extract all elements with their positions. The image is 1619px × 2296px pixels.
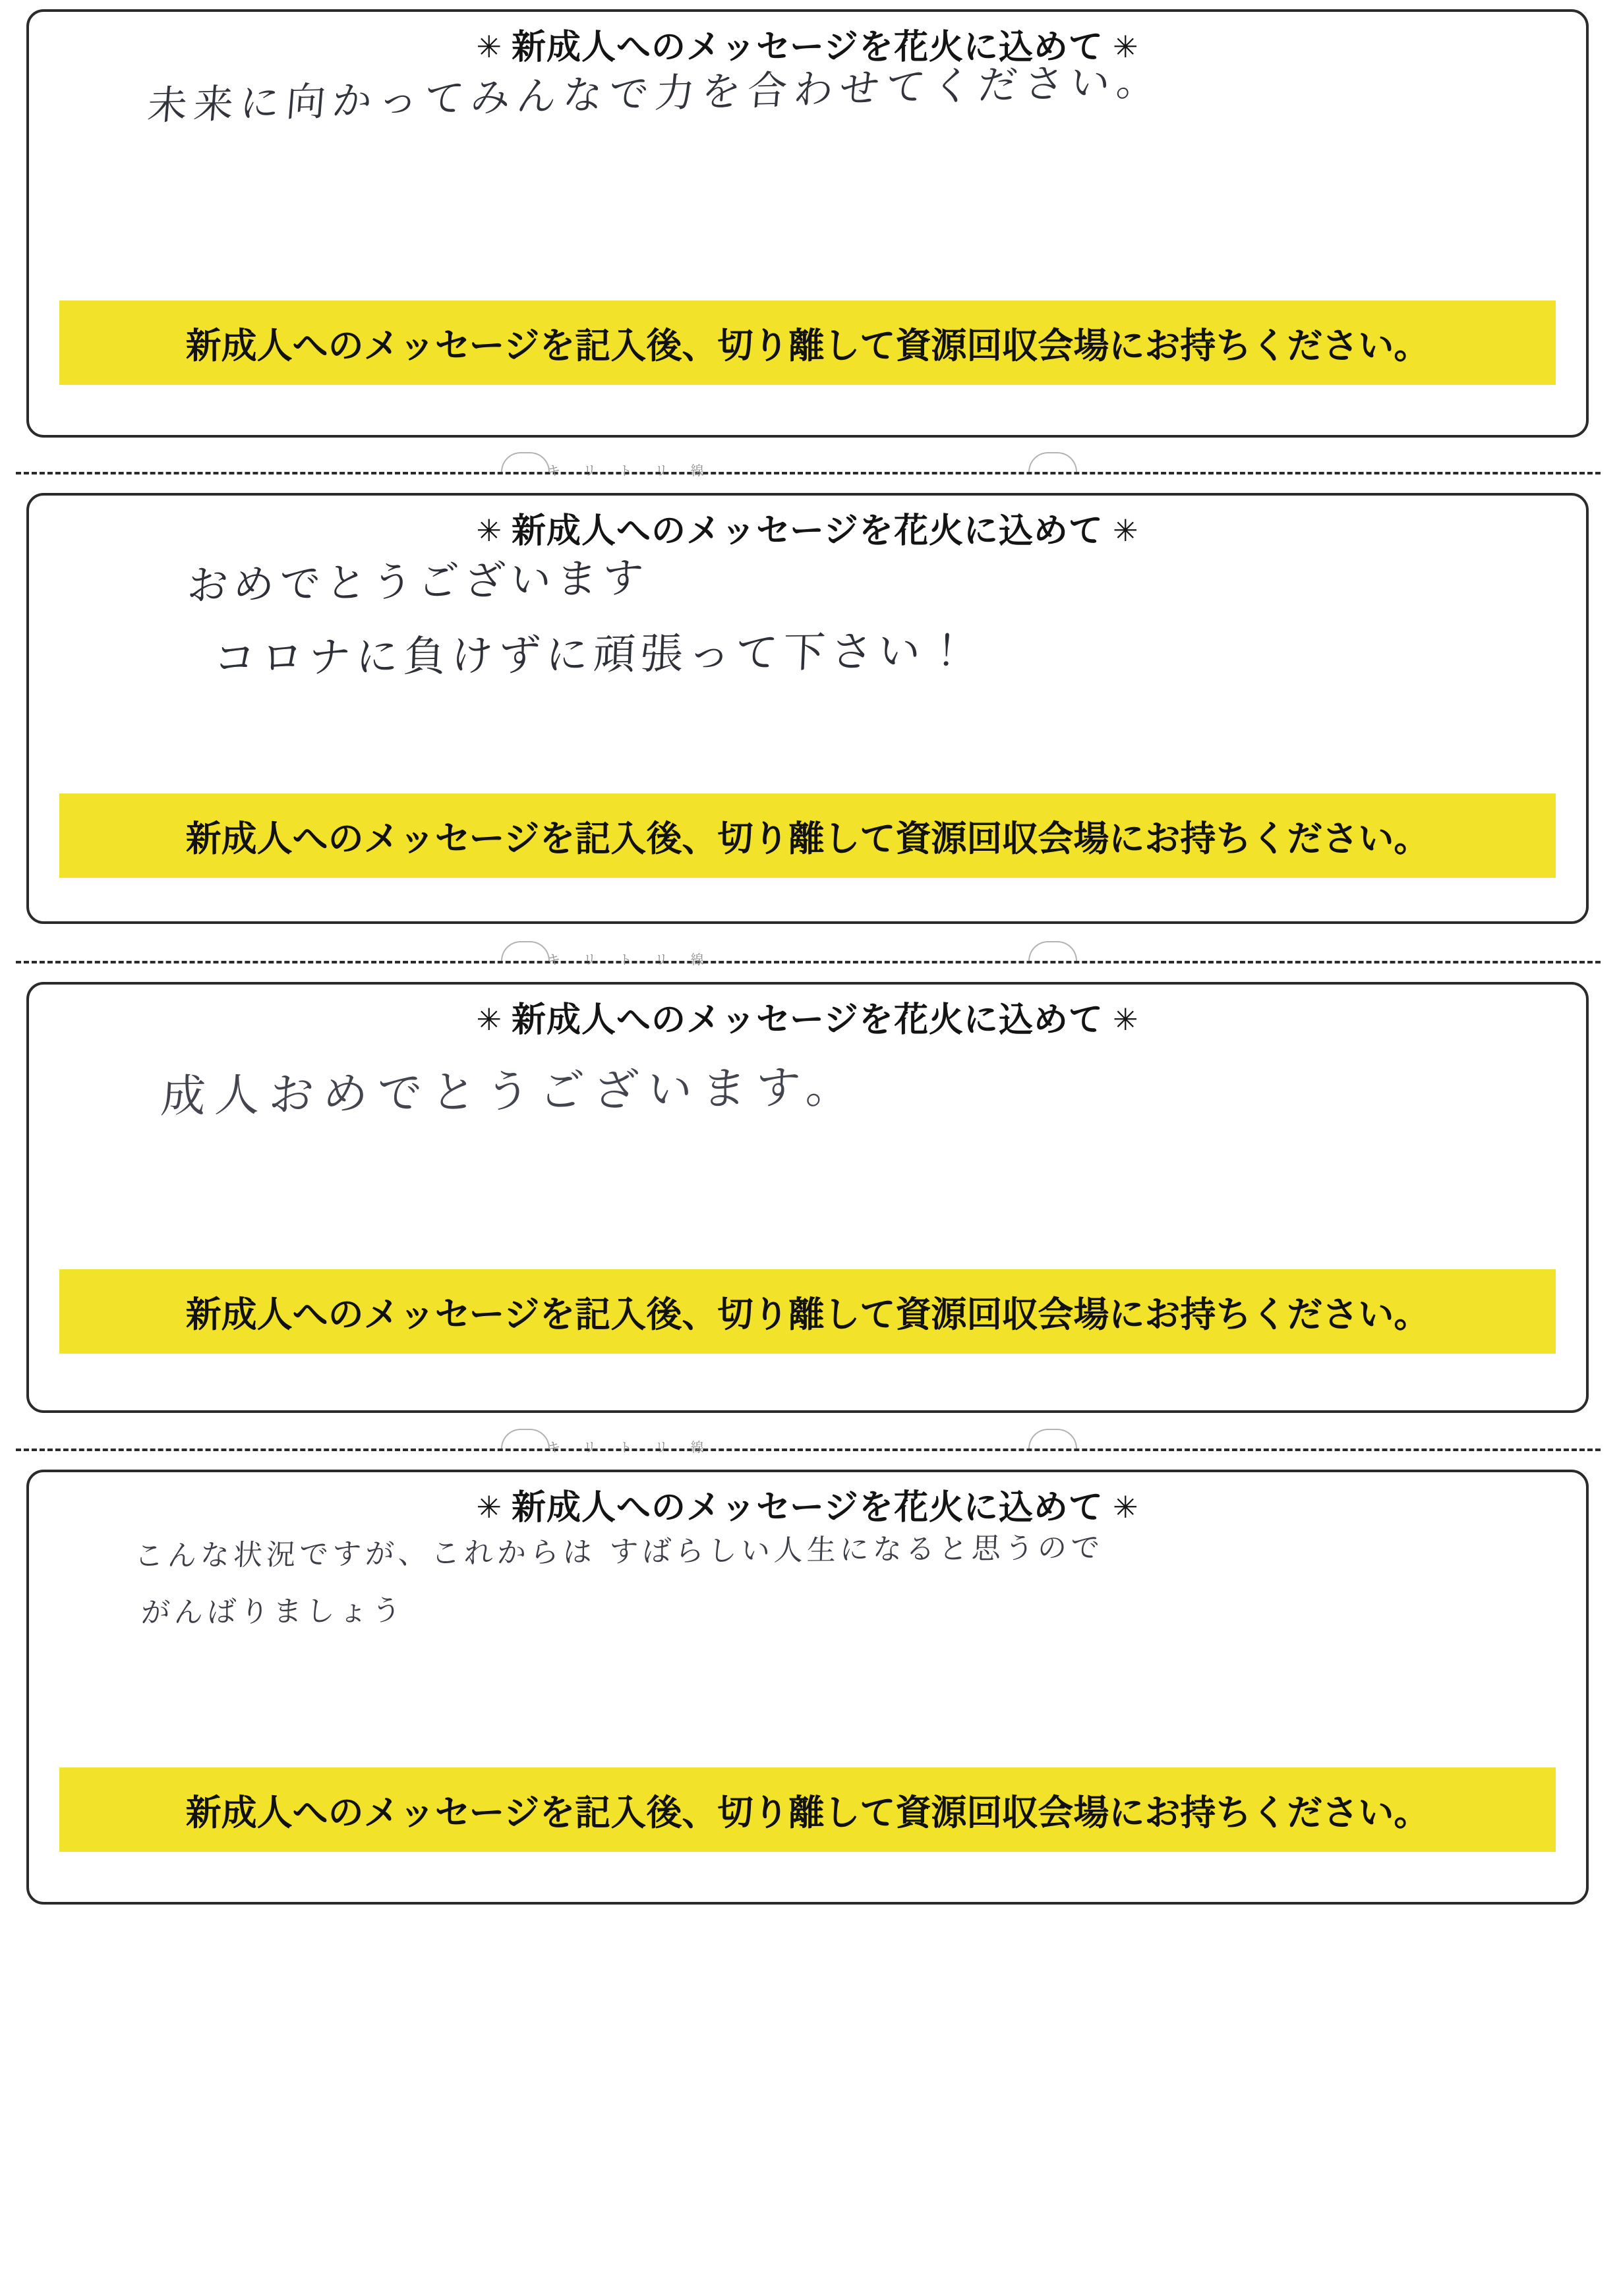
message-card [26, 1470, 1589, 1905]
handwritten-message [133, 1531, 1586, 1634]
scan-artifact-arc [501, 1429, 550, 1449]
cut-line-label: キ リ ト リ 線 [547, 463, 713, 478]
handwritten-message [146, 58, 1586, 135]
scan-artifact-arc [1028, 941, 1077, 961]
instruction-text: 新成人へのメッセージを記入後、切り離して資源回収会場にお持ちください。 [185, 326, 1430, 366]
card-title-text: 新成人へのメッセージを花火に込めて [512, 28, 1104, 67]
scan-artifact-arc [1028, 1429, 1077, 1449]
cut-line-label: キ リ ト リ 線 [547, 952, 713, 967]
message-card [26, 493, 1589, 924]
handwriting-line: コロナに負けずに頑張って下さい！ [212, 626, 974, 683]
cut-line [16, 472, 1601, 474]
instruction-text: 新成人へのメッセージを記入後、切り離して資源回収会場にお持ちください。 [185, 818, 1430, 859]
star-icon: ✳ [1112, 30, 1139, 64]
message-card [26, 982, 1589, 1413]
instruction-banner [59, 1767, 1556, 1852]
star-icon: ✳ [1112, 513, 1139, 548]
handwriting-line: おめでとうございます [186, 553, 650, 610]
message-card [26, 9, 1589, 438]
handwriting-line: 成人おめでとうございます。 [159, 1061, 862, 1124]
scan-artifact-arc [501, 452, 550, 472]
star-icon: ✳ [476, 513, 503, 548]
star-icon: ✳ [1112, 1002, 1139, 1037]
card-title-text: 新成人へのメッセージを花火に込めて [512, 1489, 1104, 1527]
instruction-banner [59, 1269, 1556, 1354]
scan-artifact-arc [501, 941, 550, 961]
card-title [29, 1489, 1586, 1527]
instruction-text: 新成人へのメッセージを記入後、切り離して資源回収会場にお持ちください。 [185, 1793, 1430, 1833]
star-icon: ✳ [476, 1002, 503, 1037]
handwriting-line: 未来に向かってみんなで力を合わせてください。 [146, 58, 1165, 130]
handwriting-line: こんな状況ですが、これからは すばらしい人生になると思うので [133, 1531, 1105, 1574]
handwriting-line: がんばりましょう [140, 1593, 406, 1630]
card-title [29, 1002, 1586, 1039]
cut-line-label: キ リ ト リ 線 [547, 1439, 713, 1455]
handwritten-message [186, 553, 1586, 690]
instruction-banner [59, 301, 1556, 385]
card-title-text: 新成人へのメッセージを花火に込めて [512, 1001, 1104, 1039]
instruction-text: 新成人へのメッセージを記入後、切り離して資源回収会場にお持ちください。 [185, 1294, 1430, 1335]
scan-artifact-arc [1028, 452, 1077, 472]
cut-line [16, 1449, 1601, 1451]
card-title-text: 新成人へのメッセージを花火に込めて [512, 512, 1104, 550]
star-icon: ✳ [476, 1490, 503, 1524]
star-icon: ✳ [1112, 1490, 1139, 1524]
instruction-banner [59, 793, 1556, 878]
handwritten-message [159, 1061, 1586, 1130]
cut-line [16, 961, 1601, 963]
star-icon: ✳ [476, 30, 503, 64]
